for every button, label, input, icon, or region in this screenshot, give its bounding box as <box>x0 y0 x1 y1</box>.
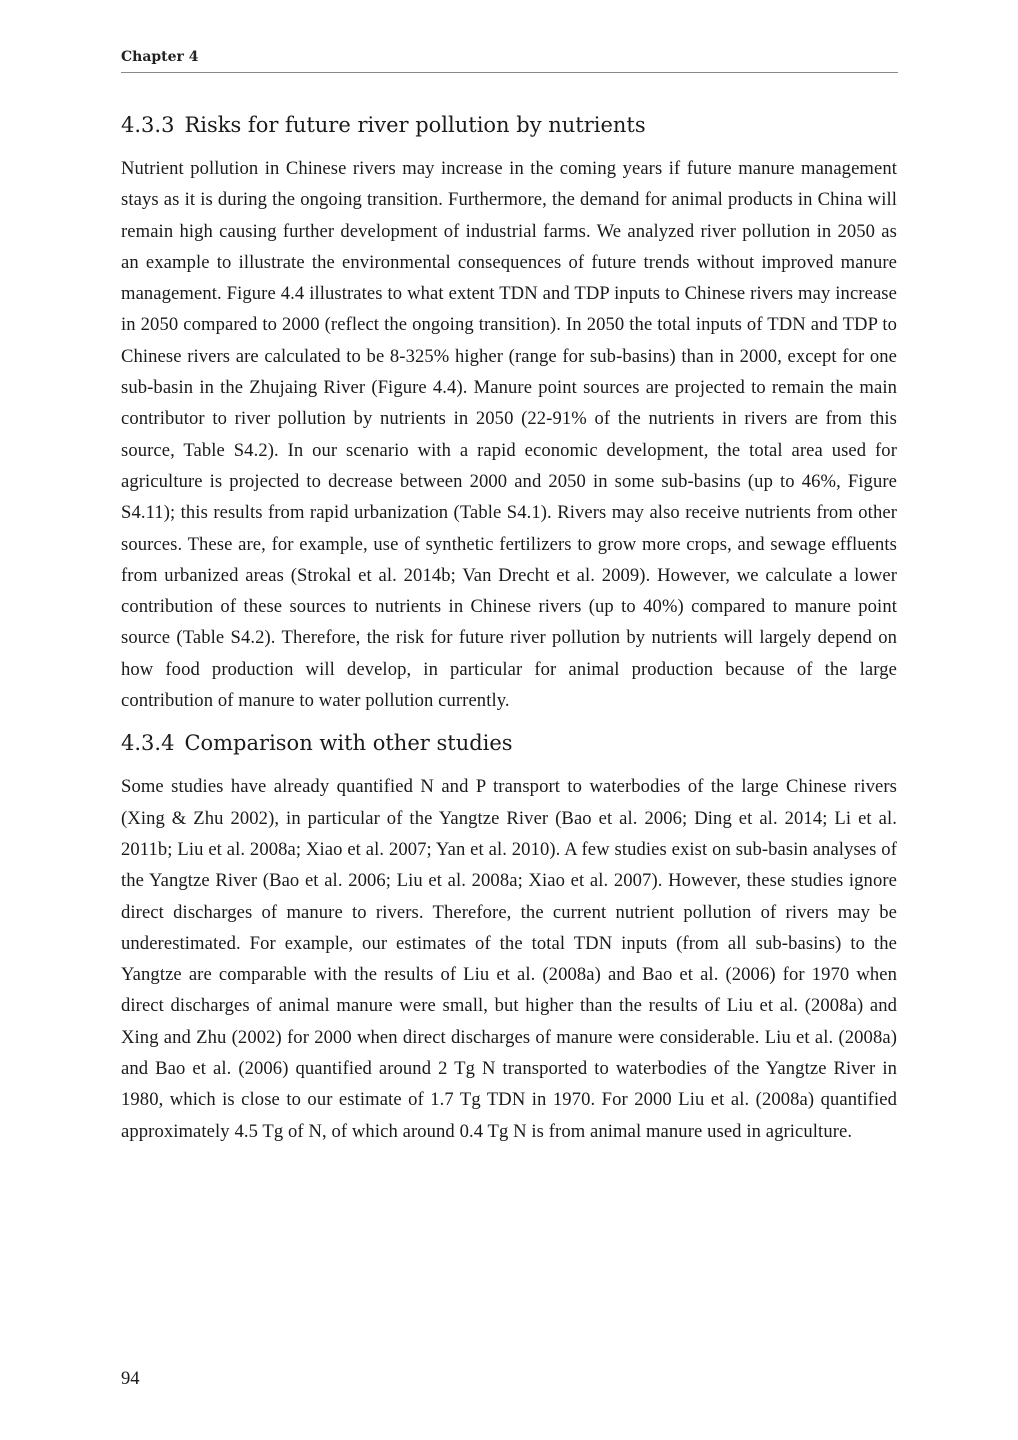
chapter-label: Chapter 4 <box>121 49 199 65</box>
page-number: 94 <box>121 1368 140 1389</box>
section-paragraph: Some studies have already quantified N and P transport to waterbodies of the large Chinese rivers (Xing & Zhu 2002), in particular of the Yangtze River (Bao et al. 2006; Ding et al. 2014; Li et al. 2011b; Liu et al. 2008a; Xiao et al. 2007; Yan et al. 2010). A few studies exist on sub-basin analyses of the Yangtze River (Bao et al. 2006; Liu et al. 2008a; Xiao et al. 2007). However, these studies ignore direct discharges of manure to rivers. Therefore, the current nutrient pollution of rivers may be underestimated. For example, our estimates of the total TDN inputs (from all sub-basins) to the Yangtze are comparable with the results of Liu et al. (2008a) and Bao et al. (2006) for 1970 when direct discharges of animal manure were small, but higher than the results of Liu et al. (2008a) and Xing and Zhu (2002) for 2000 when direct discharges of manure were considerable. Liu et al. (2008a) and Bao et al. (2006) quantified around 2 Tg N transported to waterbodies of the Yangtze River in 1980, which is close to our estimate of 1.7 Tg TDN in 1970. For 2000 Liu et al. (2008a) quantified approximately 4.5 Tg of N, of which around 0.4 Tg N is from animal manure used in agriculture. <box>121 776 897 1142</box>
section-4-3-4 <box>121 726 897 1147</box>
section-spacer <box>121 716 897 726</box>
page-content <box>121 108 897 1147</box>
section-4-3-3 <box>121 108 897 716</box>
running-header <box>121 48 898 73</box>
section-heading <box>121 726 897 760</box>
section-paragraph: Nutrient pollution in Chinese rivers may increase in the coming years if future manure management stays as it is during the ongoing transition. Furthermore, the demand for animal products in China will remain high causing further development of industrial farms. We analyzed river pollution in 2050 as an example to illustrate the environmental consequences of future trends without improved manure management. Figure 4.4 illustrates to what extent TDN and TDP inputs to Chinese rivers may increase in 2050 compared to 2000 (reflect the ongoing transition). In 2050 the total inputs of TDN and TDP to Chinese rivers are calculated to be 8-325% higher (range for sub-basins) than in 2000, except for one sub-basin in the Zhujaing River (Figure 4.4). Manure point sources are projected to remain the main contributor to river pollution by nutrients in 2050 (22-91% of the nutrients in rivers are from this source, Table S4.2). In our scenario with a rapid economic development, the total area used for agriculture is projected to decrease between 2000 and 2050 in some sub-basins (up to 46%, Figure S4.11); this results from rapid urbanization (Table S4.1). Rivers may also receive nutrients from other sources. These are, for example, use of synthetic fertilizers to grow more crops, and sewage effluents from urbanized areas (Strokal et al. 2014b; Van Drecht et al. 2009). However, we calculate a lower contribution of these sources to nutrients in Chinese rivers (up to 40%) compared to manure point source (Table S4.2). Therefore, the risk for future river pollution by nutrients will largely depend on how food production will develop, in particular for animal production because of the large contribution of manure to water pollution currently. <box>121 158 897 712</box>
section-heading <box>121 108 897 142</box>
section-number: 4.3.3 <box>121 113 175 137</box>
section-title: Comparison with other studies <box>184 731 513 756</box>
section-title: Risks for future river pollution by nutrients <box>184 113 646 137</box>
section-number: 4.3.4 <box>121 731 175 756</box>
